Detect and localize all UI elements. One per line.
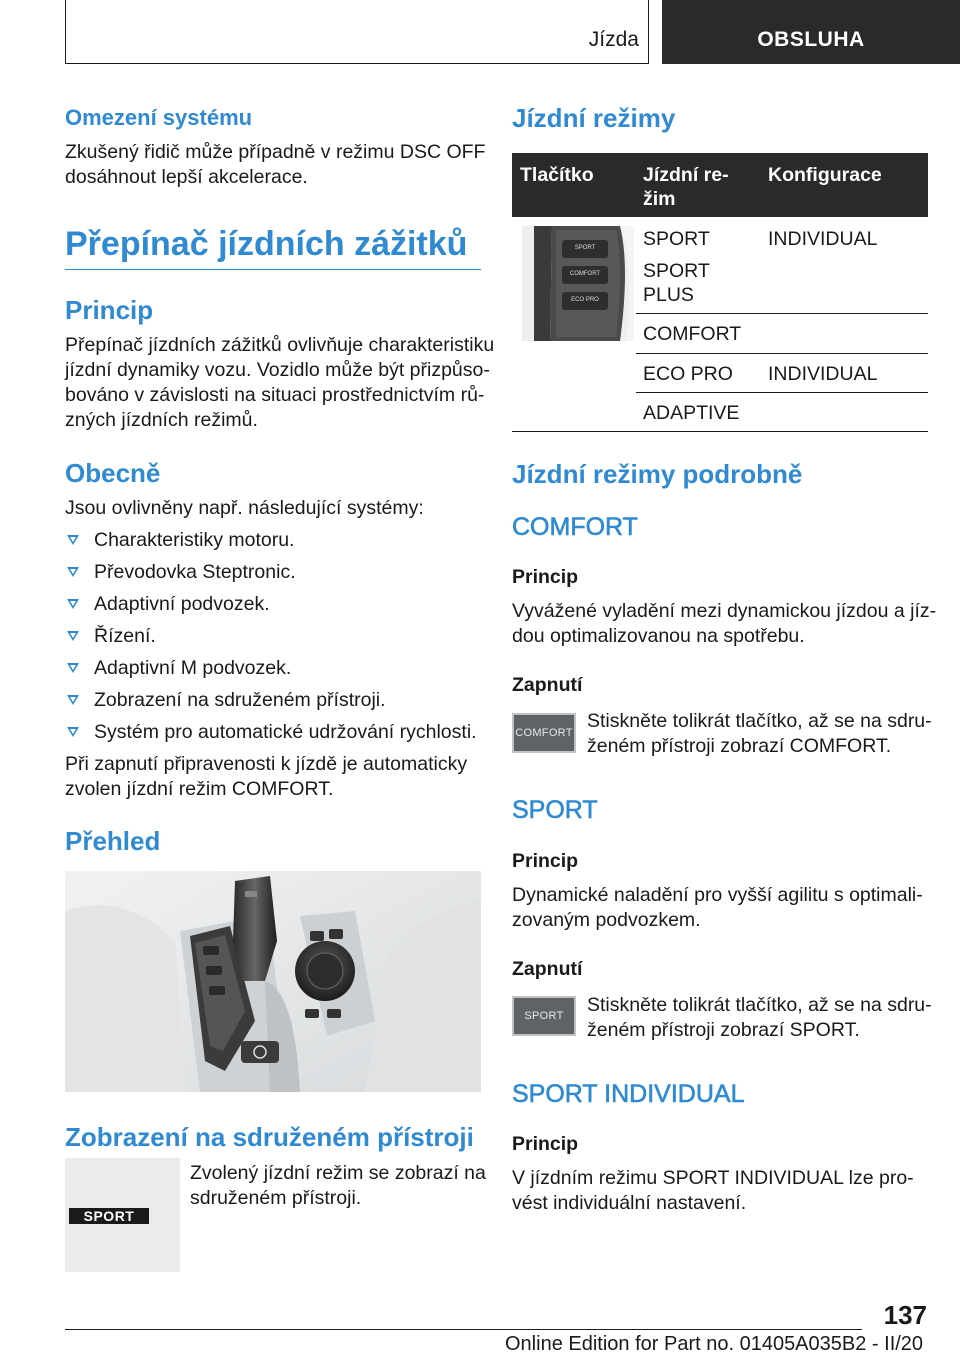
list-item: Charakteristiky motoru. xyxy=(65,528,481,560)
sport-principle-text: Dynamické naladění pro vyšší agilitu s optimali- zovaným podvozkem. xyxy=(512,884,923,931)
list-item: Adaptivní podvozek. xyxy=(65,592,481,624)
general-heading: Obecně xyxy=(65,458,161,488)
comfort-switch-text: Stiskněte tolikrát tlačítko, až se na sdru- ženém přístroji zobrazí COMFORT. xyxy=(587,710,932,757)
sport-display-badge: SPORT xyxy=(69,1208,149,1224)
col-button: Tlačítko xyxy=(520,164,594,186)
console-illustration xyxy=(65,871,481,1092)
row-divider xyxy=(636,313,928,314)
general-outro: Při zapnutí připravenosti k jízdě je automaticky zvolen jízdní režim COMFORT. xyxy=(65,753,468,800)
console-photo xyxy=(65,871,481,1092)
row-mode: COMFORT xyxy=(643,323,742,345)
modes-table-header xyxy=(512,153,928,217)
bullet-triangle-icon xyxy=(67,599,79,609)
sport-heading: SPORT xyxy=(512,796,598,824)
button-label-sport: SPORT xyxy=(574,245,596,251)
bullet-triangle-icon xyxy=(67,631,79,641)
row-mode: ECO PRO xyxy=(643,363,733,385)
principle-text: Přepínač jízdních zážitků ovlivňuje charakteristiku jízdní dynamiky vozu. Vozidlo může být přizpůso- bováno v závislosti na situaci prostřednictvím rů- zných jízdních režimů. xyxy=(65,334,495,431)
bullet-triangle-icon xyxy=(67,695,79,705)
display-text: Zvolený jízdní režim se zobrazí na sdruženém přístroji. xyxy=(190,1162,486,1209)
limits-text: Zkušený řidič může případně v režimu DSC OFF dosáhnout lepší akcelerace. xyxy=(65,141,486,188)
comfort-button-icon: COMFORT xyxy=(512,713,576,753)
comfort-principle-text: Vyvážené vyladění mezi dynamickou jízdou a jíz- dou optimalizovanou na spotřebu. xyxy=(512,600,937,647)
table-bottom-rule xyxy=(512,431,928,432)
sport-switch-label: Zapnutí xyxy=(512,958,583,980)
general-intro: Jsou ovlivněny např. následující systémy: xyxy=(65,497,424,519)
bullet-triangle-icon xyxy=(67,535,79,545)
heading-rule xyxy=(65,269,481,270)
comfort-switch-label: Zapnutí xyxy=(512,674,583,696)
list-item: Zobrazení na sdruženém přístroji. xyxy=(65,688,481,720)
principle-heading: Princip xyxy=(65,295,154,325)
main-heading: Přepínač jízdních zážitků xyxy=(65,225,468,263)
list-item: Převodovka Steptronic. xyxy=(65,560,481,592)
bullet-triangle-icon xyxy=(67,567,79,577)
row-mode: SPORT PLUS xyxy=(643,260,710,306)
button-label-comfort: COMFORT xyxy=(569,271,601,277)
section-title: Jízda xyxy=(588,28,639,51)
systems-list xyxy=(65,528,481,752)
overview-heading: Přehled xyxy=(65,826,161,856)
sport-individual-principle-label: Princip xyxy=(512,1133,579,1155)
button-label-eco: ECO PRO xyxy=(571,297,599,303)
page-number: 137 xyxy=(883,1300,927,1330)
row-config: INDIVIDUAL xyxy=(768,228,878,250)
sport-individual-heading: SPORT INDIVIDUAL xyxy=(512,1080,745,1108)
sport-button-icon: SPORT xyxy=(512,996,576,1036)
comfort-principle-label: Princip xyxy=(512,566,579,588)
row-divider xyxy=(636,353,928,354)
bullet-triangle-icon xyxy=(67,727,79,737)
sport-individual-principle-text: V jízdním režimu SPORT INDIVIDUAL lze pro- vést individuální nastavení. xyxy=(512,1167,914,1214)
edition-note: Online Edition for Part no. 01405A035B2 - II/20 xyxy=(505,1333,924,1355)
chapter-tab: OBSLUHA xyxy=(662,0,960,64)
list-item: Adaptivní M podvozek. xyxy=(65,656,481,688)
display-heading: Zobrazení na sdruženém přístroji xyxy=(65,1122,474,1152)
col-mode: Jízdní re- žim xyxy=(643,164,729,210)
row-mode: ADAPTIVE xyxy=(643,402,740,424)
row-mode: SPORT xyxy=(643,228,710,250)
sport-switch-text: Stiskněte tolikrát tlačítko, až se na sdru- ženém přístroji zobrazí SPORT. xyxy=(587,994,932,1041)
mode-buttons-illustration xyxy=(522,226,634,341)
header-frame xyxy=(65,0,649,64)
list-item: Systém pro automatické udržování rychlosti. xyxy=(65,720,481,752)
list-item: Řízení. xyxy=(65,624,481,656)
row-config: INDIVIDUAL xyxy=(768,363,878,385)
comfort-heading: COMFORT xyxy=(512,513,638,541)
footer-rule xyxy=(65,1329,862,1330)
modes-heading: Jízdní režimy xyxy=(512,103,676,133)
sport-principle-label: Princip xyxy=(512,850,579,872)
display-illustration xyxy=(65,1158,180,1272)
switch-panel-icon xyxy=(522,226,634,341)
bullet-triangle-icon xyxy=(67,663,79,673)
col-config: Konfigurace xyxy=(768,164,882,186)
detail-heading: Jízdní režimy podrobně xyxy=(512,459,803,489)
row-divider xyxy=(636,392,928,393)
limits-heading: Omezení systému xyxy=(65,105,253,130)
